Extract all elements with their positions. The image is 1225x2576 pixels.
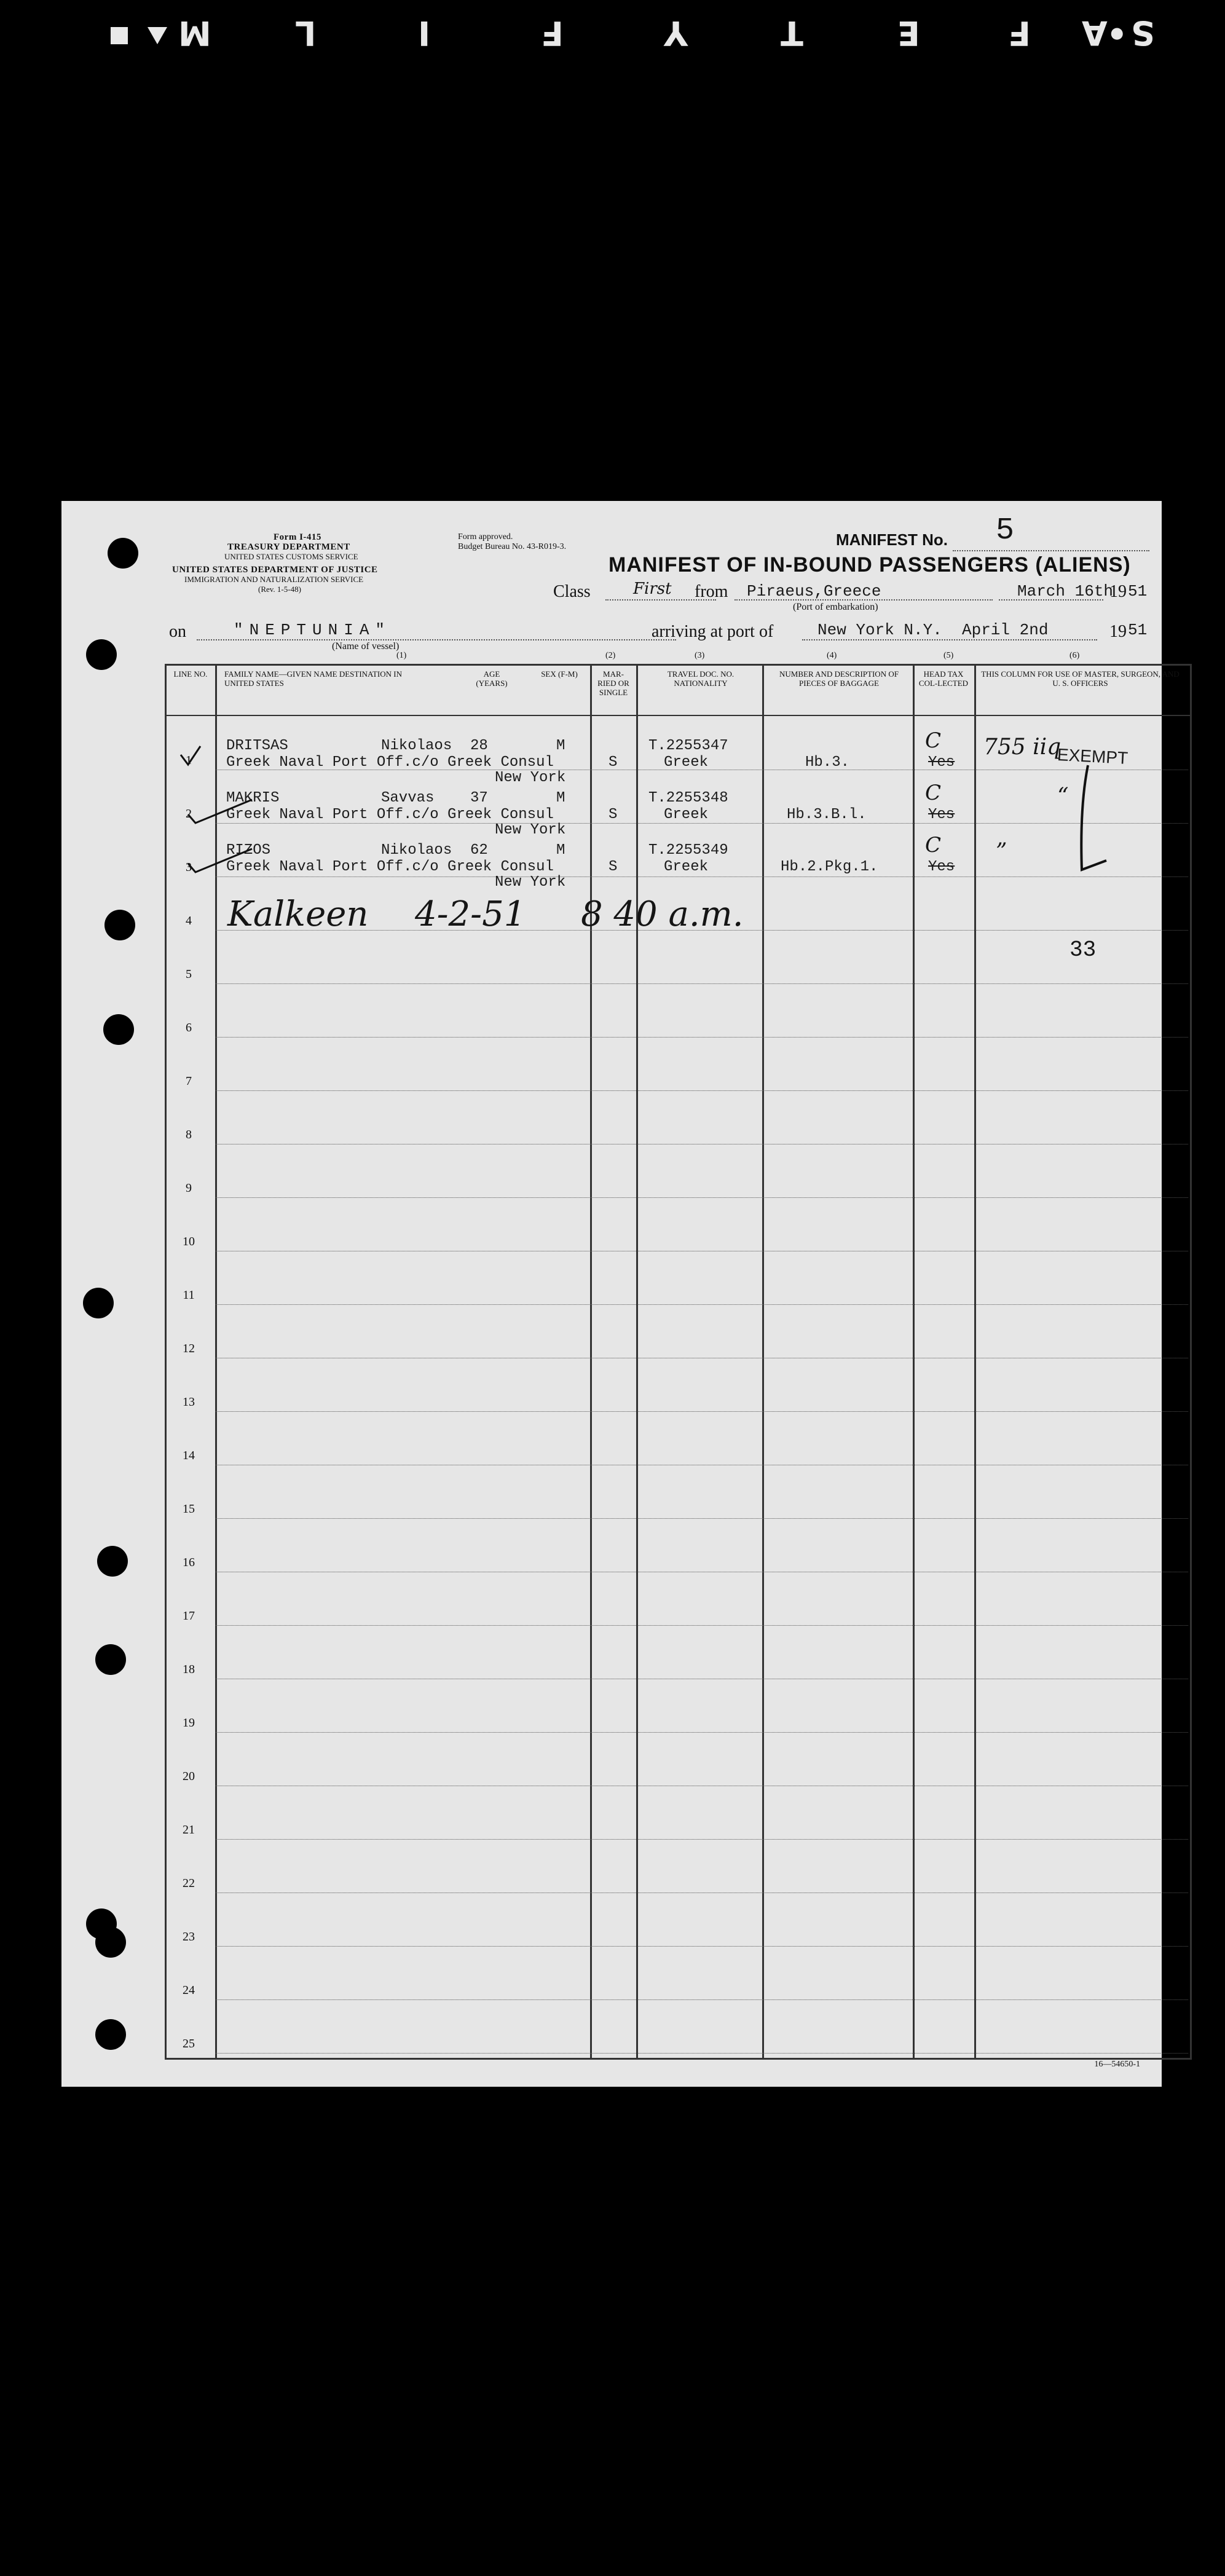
manifest-no-line bbox=[953, 550, 1149, 551]
inspection-date: 4-2-51 bbox=[415, 894, 526, 934]
passenger-city: New York bbox=[495, 770, 566, 786]
column-number: (6) bbox=[1069, 651, 1080, 660]
col-divider bbox=[762, 664, 764, 2058]
vessel-caption: (Name of vessel) bbox=[332, 641, 400, 652]
vessel-line bbox=[197, 639, 676, 640]
row-divider bbox=[215, 1197, 1188, 1198]
line-number: 14 bbox=[183, 1449, 195, 1462]
departure-date: March 16th bbox=[1017, 582, 1114, 601]
line-number: 23 bbox=[183, 1930, 195, 1944]
film-triangle-mark bbox=[148, 27, 167, 44]
column-number: (1) bbox=[396, 651, 407, 660]
row-divider bbox=[215, 1411, 1188, 1412]
row-divider bbox=[215, 1625, 1188, 1626]
film-square-mark bbox=[111, 27, 128, 44]
col-divider bbox=[913, 664, 915, 2058]
line-number: 18 bbox=[183, 1663, 195, 1676]
row-divider bbox=[215, 2053, 1188, 2054]
line-number: 9 bbox=[186, 1181, 192, 1195]
manifest-sheet bbox=[61, 501, 1180, 2087]
film-letter: M bbox=[178, 14, 211, 52]
line-number: 2 bbox=[186, 807, 192, 821]
port-of-embarkation: Piraeus,Greece bbox=[747, 582, 881, 601]
row-divider bbox=[215, 823, 1188, 824]
check-mark bbox=[184, 796, 258, 827]
line-number: 15 bbox=[183, 1502, 195, 1516]
line-number: 7 bbox=[186, 1074, 192, 1088]
class-value: First bbox=[633, 580, 672, 598]
column-number: (3) bbox=[695, 651, 705, 660]
passenger-city: New York bbox=[495, 874, 566, 891]
col-header-travel: TRAVEL DOC. NO. NATIONALITY bbox=[667, 669, 735, 688]
line-number: 6 bbox=[186, 1021, 192, 1034]
departure-year: 51 bbox=[1128, 582, 1148, 601]
head-tax-mark: C bbox=[925, 781, 942, 805]
line-number: 11 bbox=[183, 1288, 195, 1302]
year-prefix: 19 bbox=[1109, 582, 1127, 601]
passenger-given-name: Savvas bbox=[381, 790, 435, 806]
passenger-baggage: Hb.2.Pkg.1. bbox=[781, 859, 878, 875]
head-tax-typed: Yes bbox=[928, 859, 955, 875]
film-edge bbox=[0, 0, 1225, 74]
form-print-code: 16—54650-1 bbox=[1094, 2060, 1140, 2069]
officer-ditto: “ bbox=[1057, 784, 1069, 809]
arrival-port: New York N.Y. bbox=[817, 621, 942, 639]
head-tax-typed: Yes bbox=[928, 754, 955, 771]
film-letter: F bbox=[1008, 14, 1031, 52]
passenger-sex: M bbox=[556, 738, 565, 754]
on-label: on bbox=[169, 622, 186, 641]
page-title: MANIFEST OF IN-BOUND PASSENGERS (ALIENS) bbox=[609, 553, 1131, 577]
line-number: 19 bbox=[183, 1716, 195, 1730]
column-number: (5) bbox=[943, 651, 954, 660]
line-number: 12 bbox=[183, 1342, 195, 1355]
row-divider bbox=[215, 1304, 1188, 1305]
row-divider bbox=[215, 1037, 1188, 1038]
line-number: 13 bbox=[183, 1395, 195, 1409]
row-divider bbox=[215, 1839, 1188, 1840]
port-embark-caption: (Port of embarkation) bbox=[793, 602, 878, 612]
column-number: (4) bbox=[827, 651, 837, 660]
manifest-no-value: 5 bbox=[996, 513, 1015, 548]
line-number: 10 bbox=[183, 1235, 195, 1248]
passenger-destination: Greek Naval Port Off.c/o Greek Consul bbox=[226, 806, 554, 823]
film-letter: L bbox=[295, 14, 317, 52]
manifest-no-label: MANIFEST No. bbox=[836, 530, 948, 549]
passenger-sex: M bbox=[556, 842, 565, 859]
col-header-officers: THIS COLUMN FOR USE OF MASTER, SURGEON, AND U. S. OFFICERS bbox=[981, 669, 1180, 688]
officer-ditto: ” bbox=[996, 839, 1007, 864]
passenger-sex: M bbox=[556, 790, 565, 806]
arrival-year: 51 bbox=[1128, 621, 1148, 639]
passenger-given-name: Nikolaos bbox=[381, 738, 452, 754]
check-mark bbox=[184, 845, 258, 876]
row-divider bbox=[215, 876, 1188, 877]
col-header-name: FAMILY NAME—GIVEN NAME DESTINATION IN UNITED STATES bbox=[224, 669, 403, 688]
from-label: from bbox=[695, 582, 728, 601]
row-divider bbox=[215, 1518, 1188, 1519]
passenger-baggage: Hb.3.B.l. bbox=[787, 806, 867, 823]
dept-ins: IMMIGRATION AND NATURALIZATION SERVICE bbox=[184, 575, 364, 584]
punch-hole bbox=[86, 639, 117, 670]
check-mark bbox=[178, 744, 203, 768]
line-number: 22 bbox=[183, 1877, 195, 1890]
passenger-nationality: Greek bbox=[664, 754, 709, 771]
passenger-family-name: RIZOS bbox=[226, 842, 271, 859]
row-divider bbox=[215, 1090, 1188, 1091]
officer-bracket bbox=[1045, 759, 1119, 882]
film-letter: S bbox=[1131, 14, 1155, 52]
film-letter: • bbox=[1106, 14, 1128, 52]
passenger-family-name: MAKRIS bbox=[226, 790, 280, 806]
arrival-date: April 2nd bbox=[962, 621, 1049, 639]
year-prefix-arrive: 19 bbox=[1109, 622, 1127, 641]
row-divider bbox=[215, 1732, 1188, 1733]
passenger-destination: Greek Naval Port Off.c/o Greek Consul bbox=[226, 754, 554, 771]
film-letter: E bbox=[897, 14, 920, 52]
arrival-line bbox=[802, 639, 1097, 640]
line-number: 24 bbox=[183, 1983, 195, 1997]
exempt-stamp: EXEMPT bbox=[1057, 745, 1128, 768]
dept-justice: UNITED STATES DEPARTMENT OF JUSTICE bbox=[172, 565, 378, 575]
passenger-age: 37 bbox=[470, 790, 488, 806]
passenger-nationality: Greek bbox=[664, 859, 709, 875]
form-number: Form I-415 bbox=[274, 532, 321, 542]
line-number: 21 bbox=[183, 1823, 195, 1837]
line-number: 8 bbox=[186, 1128, 192, 1141]
passenger-status: S bbox=[609, 754, 618, 771]
line-number: 16 bbox=[183, 1556, 195, 1569]
inspection-time: 8 40 a.m. bbox=[581, 894, 744, 934]
passenger-age: 62 bbox=[470, 842, 488, 859]
officer-note: 755 iiq bbox=[983, 735, 1062, 760]
header-divider bbox=[165, 715, 1190, 716]
passenger-status: S bbox=[609, 859, 618, 875]
margin-note: 33 bbox=[1069, 937, 1097, 963]
line-number: 17 bbox=[183, 1609, 195, 1623]
passenger-doc: T.2255348 bbox=[648, 790, 728, 806]
passenger-family-name: DRITSAS bbox=[226, 738, 288, 754]
film-letter: A bbox=[1082, 14, 1108, 52]
film-letter: I bbox=[418, 14, 431, 52]
punch-hole bbox=[83, 1288, 114, 1318]
col-header-married: MAR-RIED OR SINGLE bbox=[597, 669, 629, 697]
col-header-headtax: HEAD TAX COL-LECTED bbox=[918, 669, 969, 688]
vessel-name: "NEPTUNIA" bbox=[234, 621, 392, 639]
inspector-signature: Kalkeen bbox=[227, 894, 369, 934]
row-divider bbox=[215, 1946, 1188, 1947]
column-number: (2) bbox=[605, 651, 616, 660]
form-revision: (Rev. 1-5-48) bbox=[258, 585, 301, 594]
passenger-city: New York bbox=[495, 822, 566, 838]
line-number: 5 bbox=[186, 967, 192, 981]
passenger-nationality: Greek bbox=[664, 806, 709, 823]
col-header-line: LINE NO. bbox=[173, 669, 208, 679]
line-number: 3 bbox=[186, 861, 192, 874]
class-label: Class bbox=[553, 582, 591, 601]
line-number: 20 bbox=[183, 1770, 195, 1783]
head-tax-mark: C bbox=[925, 728, 942, 753]
head-tax-mark: C bbox=[925, 833, 942, 857]
passenger-status: S bbox=[609, 806, 618, 823]
punch-hole bbox=[108, 538, 138, 569]
arriving-label: arriving at port of bbox=[652, 622, 774, 641]
dept-treasury: TREASURY DEPARTMENT bbox=[227, 542, 350, 552]
line-number: 4 bbox=[186, 914, 192, 928]
punch-hole bbox=[95, 2019, 126, 2050]
row-divider bbox=[215, 1999, 1188, 2000]
line-number: 25 bbox=[183, 2037, 195, 2050]
punch-hole bbox=[95, 1927, 126, 1958]
row-divider bbox=[215, 983, 1188, 984]
punch-hole bbox=[97, 1546, 128, 1577]
film-letter: F bbox=[541, 14, 564, 52]
line-number: 1 bbox=[186, 754, 192, 767]
punch-hole bbox=[103, 1014, 134, 1045]
col-header-baggage: NUMBER AND DESCRIPTION OF PIECES OF BAGGAGE bbox=[779, 669, 899, 688]
budget-bureau: Budget Bureau No. 43-R019-3. bbox=[458, 542, 567, 551]
passenger-baggage: Hb.3. bbox=[805, 754, 850, 771]
passenger-given-name: Nikolaos bbox=[381, 842, 452, 859]
col-header-sex: SEX (F-M) bbox=[541, 669, 578, 679]
col-divider bbox=[590, 664, 592, 2058]
passenger-age: 28 bbox=[470, 738, 488, 754]
passenger-doc: T.2255347 bbox=[648, 738, 728, 754]
punch-hole bbox=[104, 910, 135, 940]
col-divider bbox=[974, 664, 976, 2058]
col-header-age: AGE (YEARS) bbox=[476, 669, 508, 688]
passenger-destination: Greek Naval Port Off.c/o Greek Consul bbox=[226, 859, 554, 875]
form-approved: Form approved. bbox=[458, 532, 513, 542]
dept-customs: UNITED STATES CUSTOMS SERVICE bbox=[224, 552, 358, 561]
film-letter: T bbox=[781, 14, 803, 52]
punch-hole bbox=[95, 1644, 126, 1675]
passenger-doc: T.2255349 bbox=[648, 842, 728, 859]
film-letter: Y bbox=[664, 14, 688, 52]
col-divider bbox=[636, 664, 638, 2058]
head-tax-typed: Yes bbox=[928, 806, 955, 823]
